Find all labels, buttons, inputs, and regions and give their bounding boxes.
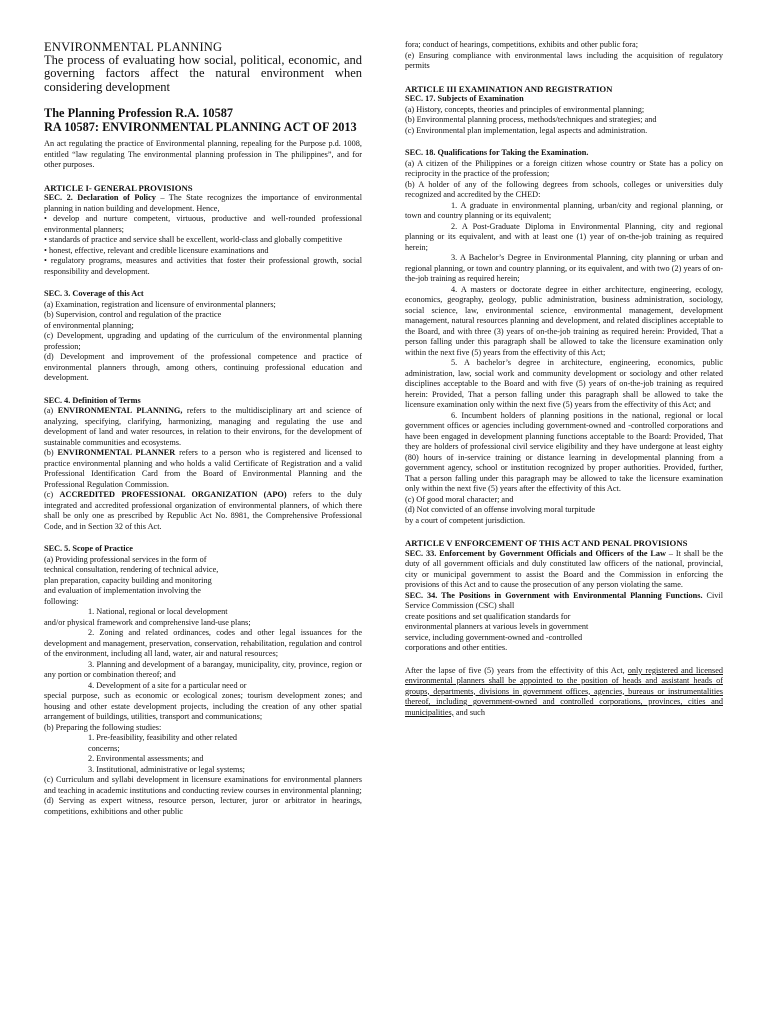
continued-item-e: (e) Ensuring compliance with environmental laws including the acquisition of regulatory permits	[405, 50, 723, 70]
sec18-degree: 2. A Post-Graduate Diploma in Environmental Planning, city and regional planning or its equivalent, and with at least one (1) year of on-the-job training as required herein;	[405, 221, 723, 252]
sec5-line: technical consultation, rendering of technical advice,	[44, 565, 219, 575]
sec17-item: (a) History, concepts, theories and principles of environmental planning;	[405, 104, 645, 114]
left-column	[44, 40, 362, 817]
intro-paragraph: The process of evaluating how social, political, economic, and governing factors affect the natural environment when considering development	[44, 53, 362, 94]
sec2-bullet: • develop and nurture competent, virtuous, productive and well-rounded professional environmental planners;	[44, 214, 362, 234]
sec17-item: (c) Environmental plan implementation, legal aspects and administration.	[405, 125, 648, 135]
after-lapse-paragraph	[405, 666, 723, 719]
sec18-item: by a court of competent jurisdiction.	[405, 515, 526, 525]
item-label: (a)	[44, 406, 58, 416]
sec2-bullet: • honest, effective, relevant and credible licensure examinations and	[44, 245, 269, 255]
sec34-line: environmental planners at various levels in government	[405, 622, 589, 631]
sec5-heading: SEC. 5. Scope of Practice	[44, 544, 133, 554]
sec34-paragraph	[405, 591, 723, 612]
sec18-degree: 1. A graduate in environmental planning, urban/city and regional planning, or town and country planning or its equivalent;	[405, 200, 723, 220]
sec3-item: (a) Examination, registration and licensure of environmental planners;	[44, 299, 276, 309]
act-description: An act regulating the practice of Environmental planning, repealing for the Purpose p.d. 1008, entitled “law regulating The environmental planning profession in The philippines”, and for other purposes.	[44, 139, 362, 170]
sec34-line: create positions and set qualification standards for	[405, 611, 571, 621]
article-1-heading: ARTICLE I- GENERAL PROVISIONS	[44, 182, 193, 193]
underlined-text: only registered and licensed environmental planners shall be appointed to the position of heads and assistant heads of groups, departments, divisions in government offices, agencies, bureaus or instrumentalities thereof, including government-owned and controlled corporations, provinces, cities and municipalities,	[405, 665, 723, 717]
right-column	[405, 40, 723, 718]
sec34-text: Civil Service Commission (CSC) shall	[405, 590, 723, 610]
term-definition: refers to the duly integrated and accredited professional organization of environmental planners, of which there shall be only one as prescribed by Republic Act No. 8981, the Comprehensive Professional Code, and in Section 32 of this Act.	[44, 490, 362, 531]
sec5-line: and evaluation of implementation involving the	[44, 586, 201, 596]
article-3-heading: ARTICLE III EXAMINATION AND REGISTRATION	[405, 83, 613, 94]
term-name: ENVIRONMENTAL PLANNER	[57, 448, 176, 458]
after-lapse-tail: and such	[453, 707, 485, 717]
sec18-degree: 5. A bachelor’s degree in architecture, engineering, economics, public administration, law, social work and community development or sociology and other related disciplines acceptable to the Board and with five (5) years of on-the-job training as required herein: Provided, That a person falling under this paragraph shall be allowed to take the licensure examination only within the next five (5) years from the effectivity of this Act; and	[405, 358, 723, 409]
sec18-item: (b) A holder of any of the following degrees from schools, colleges or universities duly recognized and accredited by the CHED:	[405, 179, 723, 199]
sec33-heading: SEC. 33. Enforcement by Government Officials and Officers of the Law	[405, 548, 666, 558]
page-title: ENVIRONMENTAL PLANNING	[44, 40, 223, 54]
term-definition: refers to the multidisciplinary art and science of analyzing, specifying, clarifying, harmonizing, managing and regulating the use and development of land and water resources, in relation to their environs, for the development of sustainable communities and ecosystems.	[44, 406, 362, 447]
term-definition: refers to a person who is registered and licensed to practice environmental planning and who holds a valid Certificate of Registration and a valid Professional Identification Card from the Board of Environmental Planning and the Professional Regulation Commission.	[44, 448, 362, 489]
sec5-line: following:	[44, 596, 79, 606]
sec5-item: 3. Planning and development of a barangay, municipality, city, province, region or any portion or combination thereof; and	[44, 659, 362, 680]
sec5-item: and/or physical framework and comprehensive land-use plans;	[44, 617, 251, 627]
sec2-heading: SEC. 2. Declaration of Policy	[44, 193, 156, 203]
sec3-item: (b) Supervision, control and regulation of the practice	[44, 310, 222, 320]
after-lapse-text: After the lapse of five (5) years from the effectivity of this Act,	[405, 665, 628, 675]
sec5-item: (b) Preparing the following studies:	[44, 722, 162, 732]
item-label: (c)	[44, 490, 60, 500]
sec5-line: plan preparation, capacity building and monitoring	[44, 575, 212, 585]
sec5-subitem: 3. Institutional, administrative or legal systems;	[88, 764, 245, 774]
sec34-line: corporations and other entities.	[405, 643, 508, 652]
sec34-line: service, including government-owned and -controlled	[405, 632, 583, 642]
sec4-term-a	[44, 406, 362, 448]
sec17-heading: SEC. 17. Subjects of Examination	[405, 94, 524, 103]
sec3-item: of environmental planning;	[44, 320, 134, 330]
sec18-degree: 3. A Bachelor’s Degree in Environmental Planning, city planning or urban and regional planning, or town and country planning, or its equivalent, and with two (2) years of on-the-job training as required herein;	[405, 253, 723, 283]
sec18-degree: 4. A masters or doctorate degree in either architecture, engineering, ecology, economics, geography, geology, public administration, business administration, sociology, social science, law, environmental science, environmental management, development management, natural resources planning and development, and related disciplines acceptable to the Board, and with three (3) years of on-the-job training as required herein: Provided, That a person falling under this paragraph shall be allowed to take the licensure examination only within the next five (5) years from the effectivity of this Act;	[405, 284, 723, 357]
sec18-item: (d) Not convicted of an offense involving moral turpitude	[405, 505, 596, 514]
article-5-heading: ARTICLE V ENFORCEMENT OF THIS ACT AND PENAL PROVISIONS	[405, 538, 688, 548]
sec18-item: (c) Of good moral character; and	[405, 494, 514, 504]
sec33-text: – It shall be the duty of all government officials and duly constituted law officers of the national, provincial, city or municipal government to assist the Board and the Commission in enforcing the provisions of this Act and to cause the prosecution of any person violating the same.	[405, 548, 723, 589]
sec5-subitem: 1. Pre-feasibility, feasibility and other related	[88, 733, 238, 743]
act-title: RA 10587: ENVIRONMENTAL PLANNING ACT OF 2013	[44, 119, 357, 134]
sec17-item: (b) Environmental planning process, methods/techniques and strategies; and	[405, 115, 657, 124]
term-name: ENVIRONMENTAL PLANNING,	[57, 406, 183, 416]
sec18-heading: SEC. 18. Qualifications for Taking the Examination.	[405, 148, 589, 157]
sec4-heading: SEC. 4. Definition of Terms	[44, 395, 141, 405]
sec33-paragraph	[405, 549, 723, 591]
sec4-term-b	[44, 448, 362, 490]
sec5-item: 2. Zoning and related ordinances, codes and other legal issuances for the development and management, preservation, conservation, rehabilitation, regulation and control of the environment, including all land, water, air and natural resources;	[44, 628, 362, 659]
sec18-degree: 6. Incumbent holders of planning positions in the national, regional or local government offices or agencies including government-owned and -controlled corporations and have been engaged in development planning functions acceptable to the Board: Provided, That they are holders of professional civil service eligibility and they have undergone at least eighty (80) hours of in-service training or distance learning in developmental planning from a government agency, school or institution recognized by proper authorities. Provided, further, That a person falling under this paragraph may be allowed to take the licensure examination only within the next five (5) years after the effectivity of this Act.	[405, 410, 723, 493]
continued-text: fora; conduct of hearings, competitions, exhibits and other public fora;	[405, 40, 638, 49]
sec5-item: (d) Serving as expert witness, resource person, lecturer, juror or arbitrator in hearings, competitions, exhibitions and other public	[44, 796, 362, 816]
sec3-item: (d) Development and improvement of the professional competence and practice of environmental planners through, among others, continuing professional education and development.	[44, 352, 362, 383]
sec5-line: (a) Providing professional services in the form of	[44, 554, 207, 564]
sec5-item: (c) Curriculum and syllabi development in licensure examinations for environmental planners and teaching in academic institutions and conducting review courses in environmental planning;	[44, 775, 362, 795]
profession-title: The Planning Profession R.A. 10587	[44, 106, 234, 121]
sec5-subitem: 2. Environmental assessments; and	[88, 754, 204, 764]
sec2-bullet: • standards of practice and service shall be excellent, world-class and globally competitive	[44, 235, 343, 245]
sec4-term-c	[44, 490, 362, 532]
sec5-subitem: concerns;	[88, 743, 120, 753]
sec3-heading: SEC. 3. Coverage of this Act	[44, 289, 144, 299]
sec5-item: special purpose, such as economic or ecological zones; tourism development zones; and housing and other estate development projects, including the creation of any other spatial arrangement of buildings, utilities, transport and communications;	[44, 691, 362, 722]
sec18-item: (a) A citizen of the Philippines or a foreign citizen whose country or State has a policy on reciprocity in the practice of the profession;	[405, 158, 723, 178]
sec2-bullet: • regulatory programs, measures and activities that foster their professional growth, social responsibility and development.	[44, 256, 362, 276]
sec3-item: (c) Development, upgrading and updating of the curriculum of the environmental planning profession;	[44, 331, 362, 351]
sec5-item: 4. Development of a site for a particular need or	[88, 680, 247, 690]
term-name: ACCREDITED PROFESSIONAL ORGANIZATION (APO)	[59, 490, 287, 500]
sec5-item: 1. National, regional or local development	[88, 607, 228, 617]
sec34-heading: SEC. 34. The Positions in Government with Environmental Planning Functions.	[405, 590, 703, 600]
item-label: (b)	[44, 448, 58, 458]
sec2-text: – The State recognizes the importance of environmental planning in nation building and development. Hence,	[44, 193, 362, 213]
sec2-paragraph	[44, 193, 362, 214]
